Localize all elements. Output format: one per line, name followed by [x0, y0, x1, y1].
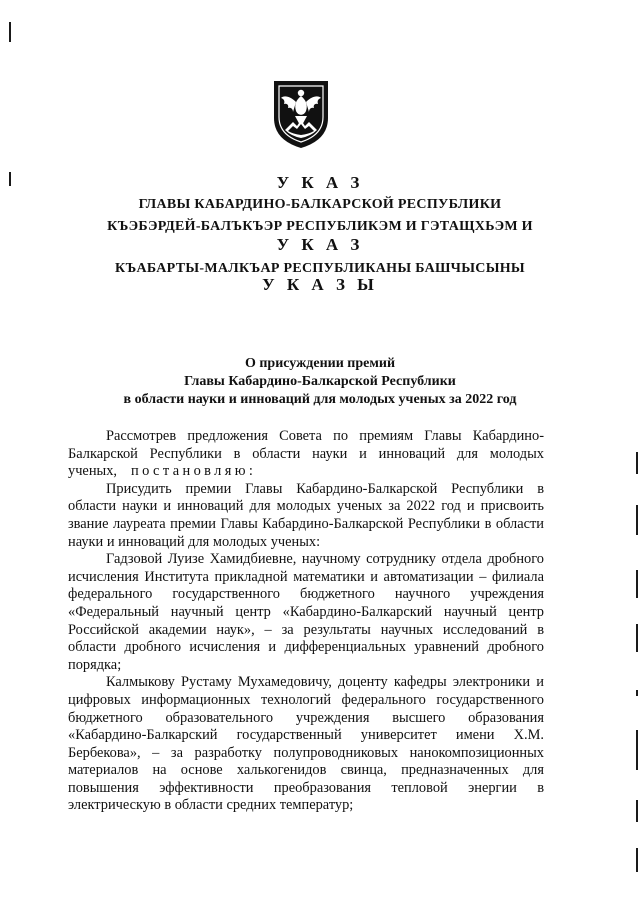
body-paragraph-award: Присудить премии Главы Кабардино-Балкарской Республики в области науки и инноваций для молодых ученых за 2022 год и присвоить звание лауреата премии Главы Кабардино-Балкарской Республики в области науки и инноваций для молодых ученых: — [68, 480, 544, 550]
scan-margin-mark — [636, 570, 638, 598]
scan-margin-mark — [636, 690, 638, 696]
ukaz-heading-3: У К А З Ы — [262, 275, 378, 294]
body-paragraph-preamble — [68, 428, 544, 481]
body-paragraph-laureate-1: Гадзовой Луизе Хамидбиевне, научному сотруднику отдела дробного исчисления Института прикладной математики и автоматизации – филиала федерального государственного бюджетного научного учреждения «Федеральный научный центр «Кабардино-Балкарский научный центр Российской академии наук», – за результаты научных исследований в области дробного исчисления и дифференциальных уравнений дробного порядка; — [68, 551, 544, 673]
scan-margin-mark — [636, 848, 638, 872]
header-line-kabardian: КЪЭБЭРДЕЙ-БАЛЪКЪЭР РЕСПУБЛИКЭМ И ГЭТАЩХЬЭМ И — [107, 219, 533, 234]
scan-margin-mark — [636, 624, 638, 652]
decree-title-line-1: О присуждении премий — [244, 356, 396, 371]
decree-body — [68, 428, 544, 815]
scan-margin-mark — [9, 22, 11, 42]
coat-of-arms-emblem — [271, 78, 331, 150]
decree-title-line-3: в области науки и инноваций для молодых ученых за 2022 год — [123, 392, 517, 407]
ukaz-heading-2: У К А З — [276, 235, 364, 254]
resolve-word: постановляю: — [130, 463, 257, 480]
scan-margin-mark — [636, 800, 638, 822]
scan-margin-mark — [636, 452, 638, 474]
scan-margin-mark — [636, 505, 638, 535]
scan-margin-mark — [9, 172, 11, 186]
ukaz-heading-1: У К А З — [276, 173, 364, 192]
body-paragraph-laureate-2: Калмыкову Рустаму Мухамедовичу, доценту кафедры электроники и цифровых информационных технологий федерального государственного бюджетного образовательного учреждения высшего образования «Кабардино-Балкарский государственный университет имени Х.М. Бербекова», – за разработку полупроводниковых нанокомпозиционных материалов на основе халькогенидов свинца, предназначенных для повышения эффективности преобразования тепловой энергии в электрическую в области средних температур; — [68, 674, 544, 814]
header-line-karachay-balkar: КЪАБАРТЫ-МАЛКЪАР РЕСПУБЛИКАНЫ БАШЧЫСЫНЫ — [115, 261, 525, 276]
decree-title-line-2: Главы Кабардино-Балкарской Республики — [184, 374, 456, 389]
header-line-russian: ГЛАВЫ КАБАРДИНО-БАЛКАРСКОЙ РЕСПУБЛИКИ — [138, 197, 502, 212]
preamble-text: Рассмотрев предложения Совета по премиям Главы Кабардино-Балкарской Республики в области науки и инноваций для молодых ученых, — [68, 428, 544, 480]
scan-margin-mark — [636, 730, 638, 770]
